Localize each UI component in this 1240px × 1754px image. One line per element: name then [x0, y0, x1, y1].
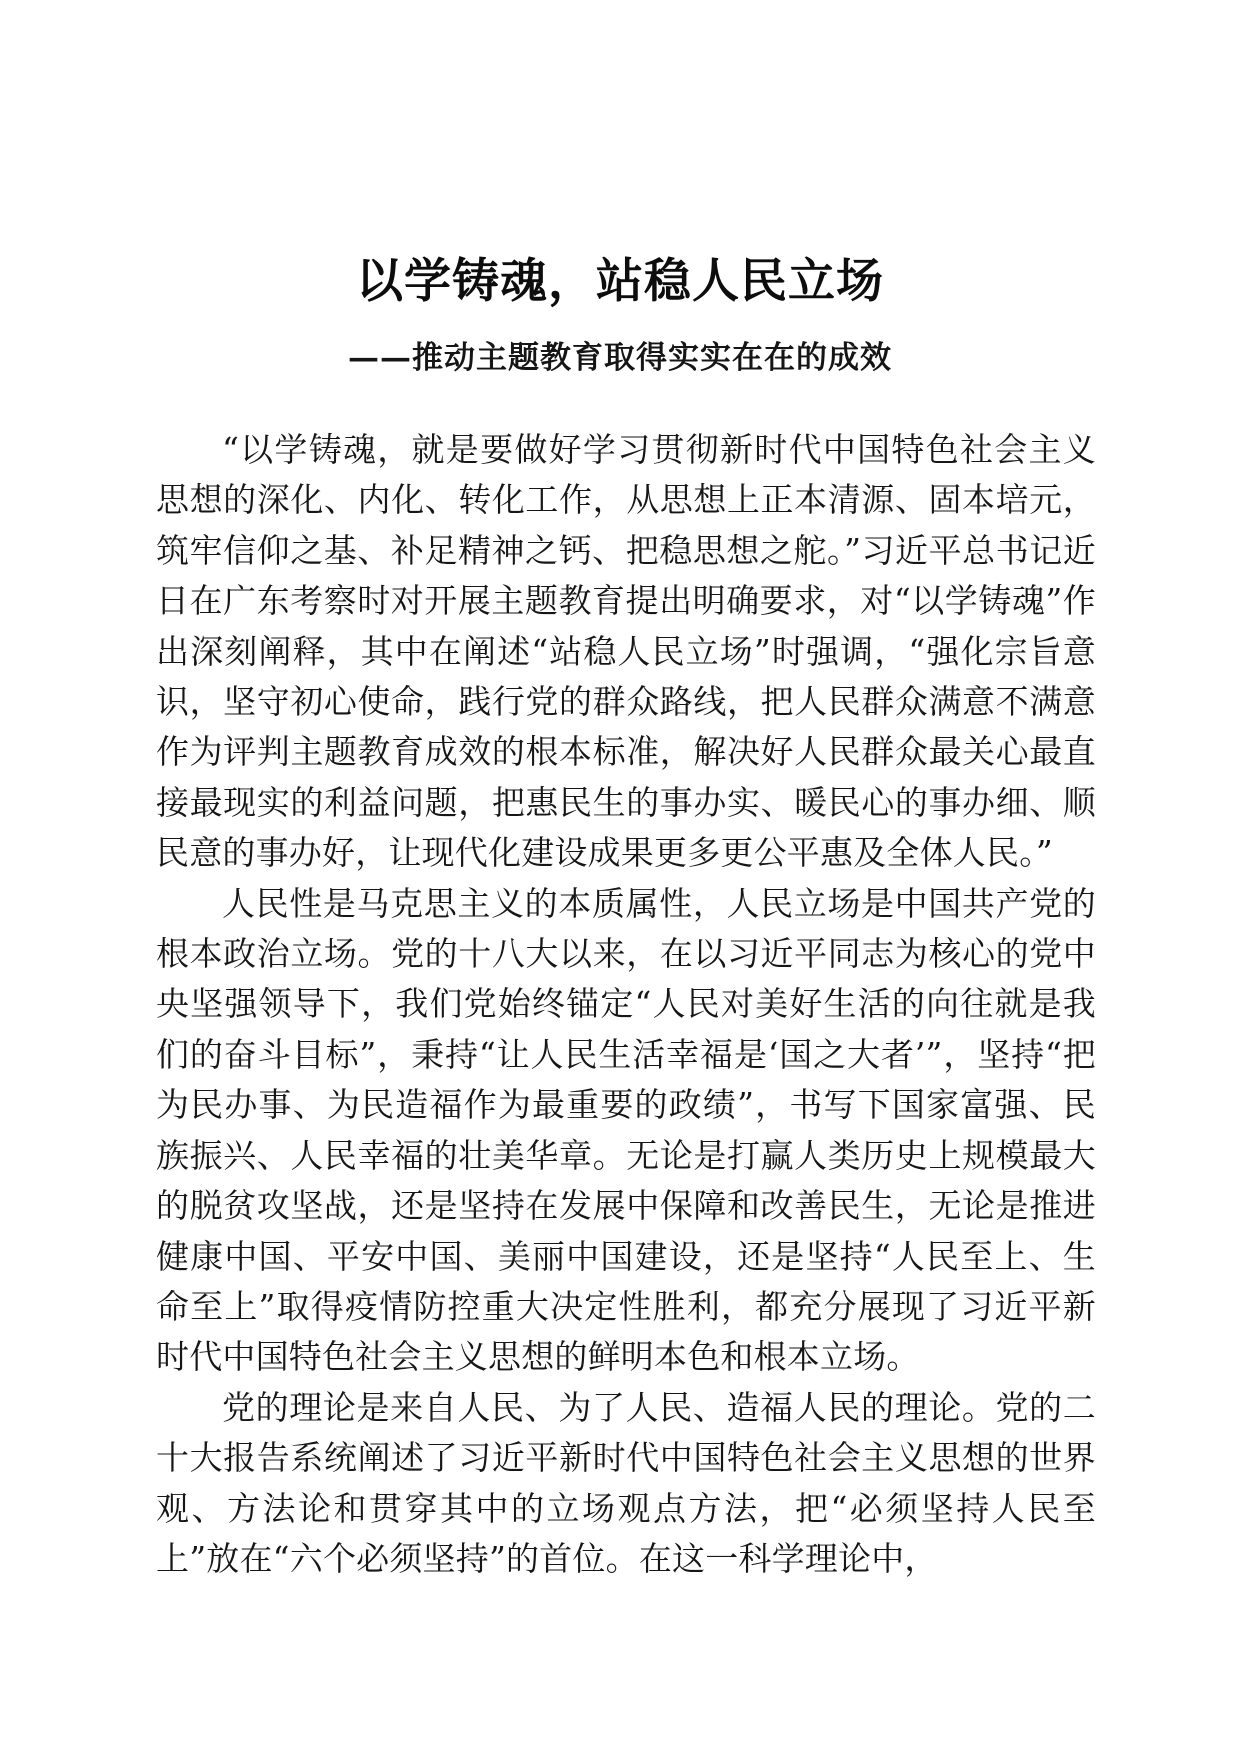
paragraph-1: “以学铸魂，就是要做好学习贯彻新时代中国特色社会主义思想的深化、内化、转化工作，从思想上正本清源、固本培元，筑牢信仰之基、补足精神之钙、把稳思想之舵。”习近平总书记近日在广东考察时对开展主题教育提出明确要求，对“以学铸魂”作出深刻阐释，其中在阐述“站稳人民立场”时强调，“强化宗旨意识，坚守初心使命，践行党的群众路线，把人民群众满意不满意作为评判主题教育成效的根本标准，解决好人民群众最关心最直接最现实的利益问题，把惠民生的事办实、暖民心的事办细、顺民意的事办好，让现代化建设成果更多更公平惠及全体人民。”	[156, 430, 1096, 873]
document-body	[156, 425, 1096, 1705]
document-subtitle: ——推动主题教育取得实实在在的成效	[348, 340, 892, 376]
paragraph-2: 人民性是马克思主义的本质属性，人民立场是中国共产党的根本政治立场。党的十八大以来，在以习近平同志为核心的党中央坚强领导下，我们党始终锚定“人民对美好生活的向往就是我们的奋斗目标”，秉持“让人民生活幸福是‘国之大者’”，坚持“把为民办事、为民造福作为最重要的政绩”，书写下国家富强、民族振兴、人民幸福的壮美华章。无论是打赢人类历史上规模最大的脱贫攻坚战，还是坚持在发展中保障和改善民生，无论是推进健康中国、平安中国、美丽中国建设，还是坚持“人民至上、生命至上”取得疫情防控重大决定性胜利，都充分展现了习近平新时代中国特色社会主义思想的鲜明本色和根本立场。	[156, 883, 1096, 1377]
paragraph-3: 党的理论是来自人民、为了人民、造福人民的理论。党的二十大报告系统阐述了习近平新时代中国特色社会主义思想的世界观、方法论和贯穿其中的立场观点方法，把“必须坚持人民至上”放在“六个必须坚持”的首位。在这一科学理论中，	[156, 1387, 1096, 1578]
document-title: 以学铸魂，站稳人民立场	[356, 254, 884, 309]
